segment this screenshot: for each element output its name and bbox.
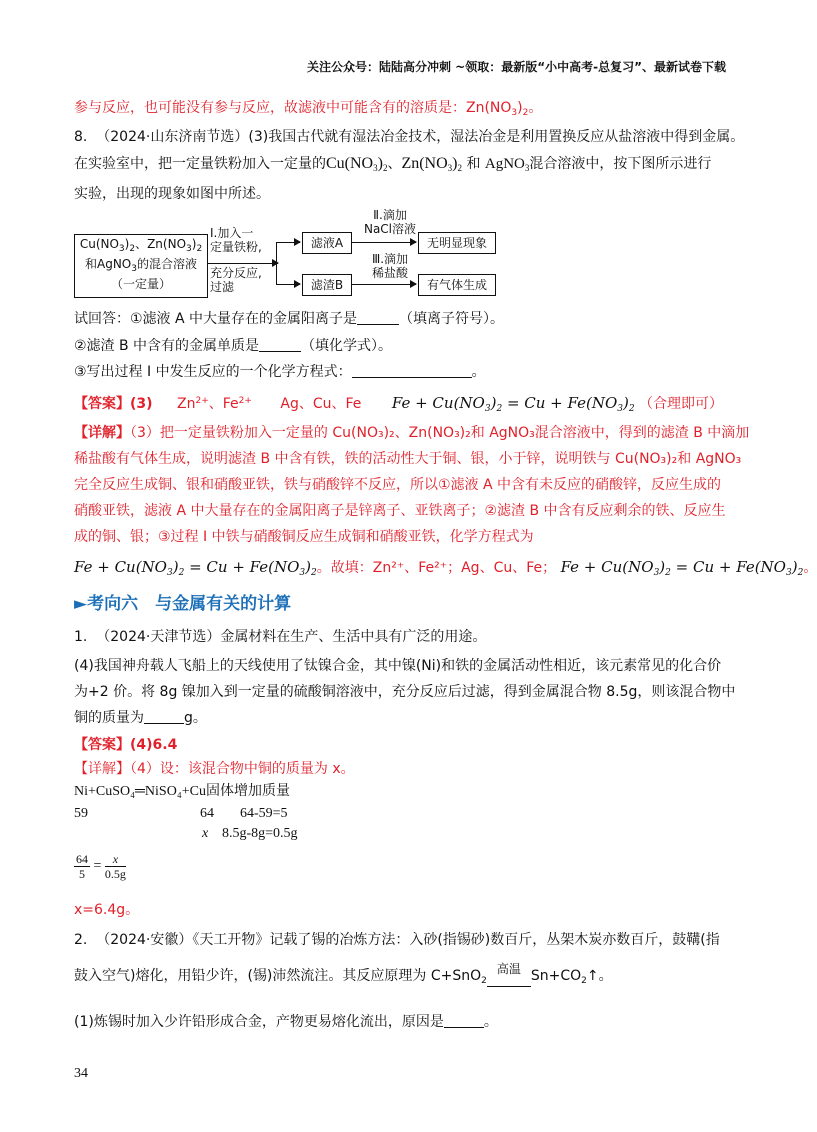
q1-line3: 铜的质量为 g。	[74, 710, 207, 726]
q8-detail-line5: 成的铜、银；③过程 I 中铁与硝酸铜反应生成铜和硝酸亚铁，化学方程式为	[74, 529, 534, 545]
q8-detail-line6: $Fe + Cu(NO_3)_2 = Cu + Fe(NO_3)_2$。故填：Zn²⁺、Fe²⁺；Ag、Cu、Fe； $Fe + Cu(NO_3)_2 = Cu + Fe(NO_3)_2$。	[74, 558, 817, 578]
section-heading: ►考向六 与金属有关的计算	[74, 594, 292, 614]
step2-label: Ⅱ.滴加 NaCl溶液	[363, 208, 417, 236]
q1-proportion: $\frac{64}{5}$ = $\frac{x}{0.5g}$	[76, 852, 126, 881]
q8-detail-line4: 硝酸亚铁，滤液 A 中大量存在的金属阳离子是锌离子、亚铁离子；②滤渣 B 中含有反应剩余的铁、反应生	[74, 503, 726, 519]
q2-line1: 2. （2024·安徽）《天工开物》记载了锡的冶炼方法：入砂(指锡砂)数百斤，丛架木炭亦数百斤，鼓鞲(指	[74, 932, 720, 948]
filtrate-a-box: 滤液A	[302, 232, 352, 254]
triangle-marker-icon: ►	[74, 594, 88, 614]
q1-line1: (4)我国神舟载人飞船上的天线使用了钛镍合金，其中镍(Ni)和铁的金属活动性相近，该元素常见的化合价	[74, 658, 722, 674]
carryover-answer: 参与反应，也可能没有参与反应，故滤液中可能含有的溶质是：$Zn(NO_3)_2$。	[74, 100, 543, 118]
residue-b-box: 滤渣B	[302, 274, 352, 296]
q8-detail-line1: 【详解】（3）把一定量铁粉加入一定量的 Cu(NO₃)₂、Zn(NO₃)₂和 AgNO₃混合溶液中，得到的滤渣 B 中滴加	[74, 425, 750, 441]
experiment-diagram	[74, 208, 514, 302]
step1-label: Ⅰ.加入一 定量铁粉, 充分反应, 过滤	[210, 226, 262, 294]
reaction-condition: 高温	[496, 962, 521, 976]
page-number: 34	[74, 1066, 88, 1081]
q1-row3-x: x	[202, 826, 209, 841]
q1-line2: 为+2 价。将 8g 镍加入到一定量的硫酸铜溶液中，充分反应后过滤，得到金属混合物 8.5g，则该混合物中	[74, 684, 736, 700]
q1-detail: 【详解】（4）设：该混合物中铜的质量为 x。	[74, 761, 355, 777]
arrow-main	[208, 263, 278, 264]
q1-stem: 1. （2024·天津节选）金属材料在生产、生活中具有广泛的用途。	[74, 629, 487, 645]
q1-row2-cu: 64	[200, 806, 214, 821]
branch-line	[276, 242, 277, 284]
result-a-box: 无明显现象	[418, 232, 496, 254]
q8-stem-line1: 8. （2024·山东济南节选）(3)我国古代就有湿法冶金技术，湿法冶金是利用置换反应从盐溶液中得到金属。	[74, 129, 745, 145]
arrow-step2	[352, 242, 416, 243]
q8-detail-line3: 完全反应生成铜、银和硝酸亚铁，铁与硝酸锌不反应，所以①滤液 A 中含有未反应的硝酸锌，反应生成的	[74, 477, 722, 493]
arrow-to-filtrate	[276, 242, 300, 243]
q8-stem-line3: 实验，出现的现象如图中所述。	[74, 186, 270, 202]
q8-ask1: 试回答：①滤液 A 中大量存在的金属阳离子是 （填离子符号）。	[74, 311, 505, 327]
q1-result: x=6.4g。	[74, 902, 140, 918]
start-mixture-box: $Cu(NO_3)_2$、$Zn(NO_3)_2$ 和AgNO$_3$的混合溶液 （一定量）	[74, 234, 208, 298]
arrow-to-residue	[276, 284, 300, 285]
q2-line3: (1)炼锡时加入少许铅形成合金，产物更易熔化流出，原因是 。	[74, 1014, 498, 1030]
q1-equation: Ni+CuSO₄═NiSO₄+Cu固体增加质量	[74, 784, 290, 799]
q2-line2: 鼓入空气)熔化，用铅少许，(锡)沛然流注。其反应原理为 C+SnO$_2$ 高温 $Sn+CO_2↑$。	[74, 962, 613, 986]
q1-row2-ni: 59	[74, 806, 88, 821]
arrow-step3	[352, 284, 416, 285]
page-header: 关注公众号：陆陆高分冲刺 ~领取：最新版“小中高考-总复习”、最新试卷下载	[307, 60, 726, 74]
q8-ask2: ②滤渣 B 中含有的金属单质是 （填化学式）。	[74, 338, 393, 354]
q8-stem-line2: 在实验室中，把一定量铁粉加入一定量的$Cu(NO_3)_2$、$Zn(NO_3)_2$ 和 AgNO$_3$混合溶液中，按下图所示进行	[74, 155, 712, 173]
q8-ask3: ③写出过程 I 中发生反应的一个化学方程式： 。	[74, 364, 486, 380]
q1-row2-diff: 64-59=5	[240, 806, 288, 821]
result-b-box: 有气体生成	[418, 274, 496, 296]
q1-answer: 【答案】(4)6.4	[74, 737, 178, 753]
q8-answer: 【答案】(3) $Zn^{2+}$、$Fe^{2+}$ Ag、Cu、Fe $Fe + Cu(NO_3)_2 = Cu + Fe(NO_3)_2$ （合理即可）	[74, 394, 724, 414]
step3-label: Ⅲ.滴加 稀盐酸	[371, 252, 409, 280]
q1-row3-diff: 8.5g-8g=0.5g	[222, 826, 298, 841]
q8-detail-line2: 稀盐酸有气体生成，说明滤渣 B 中含有铁，铁的活动性大于铜、银，小于锌，说明铁与 Cu(NO₃)₂和 AgNO₃	[74, 451, 742, 467]
